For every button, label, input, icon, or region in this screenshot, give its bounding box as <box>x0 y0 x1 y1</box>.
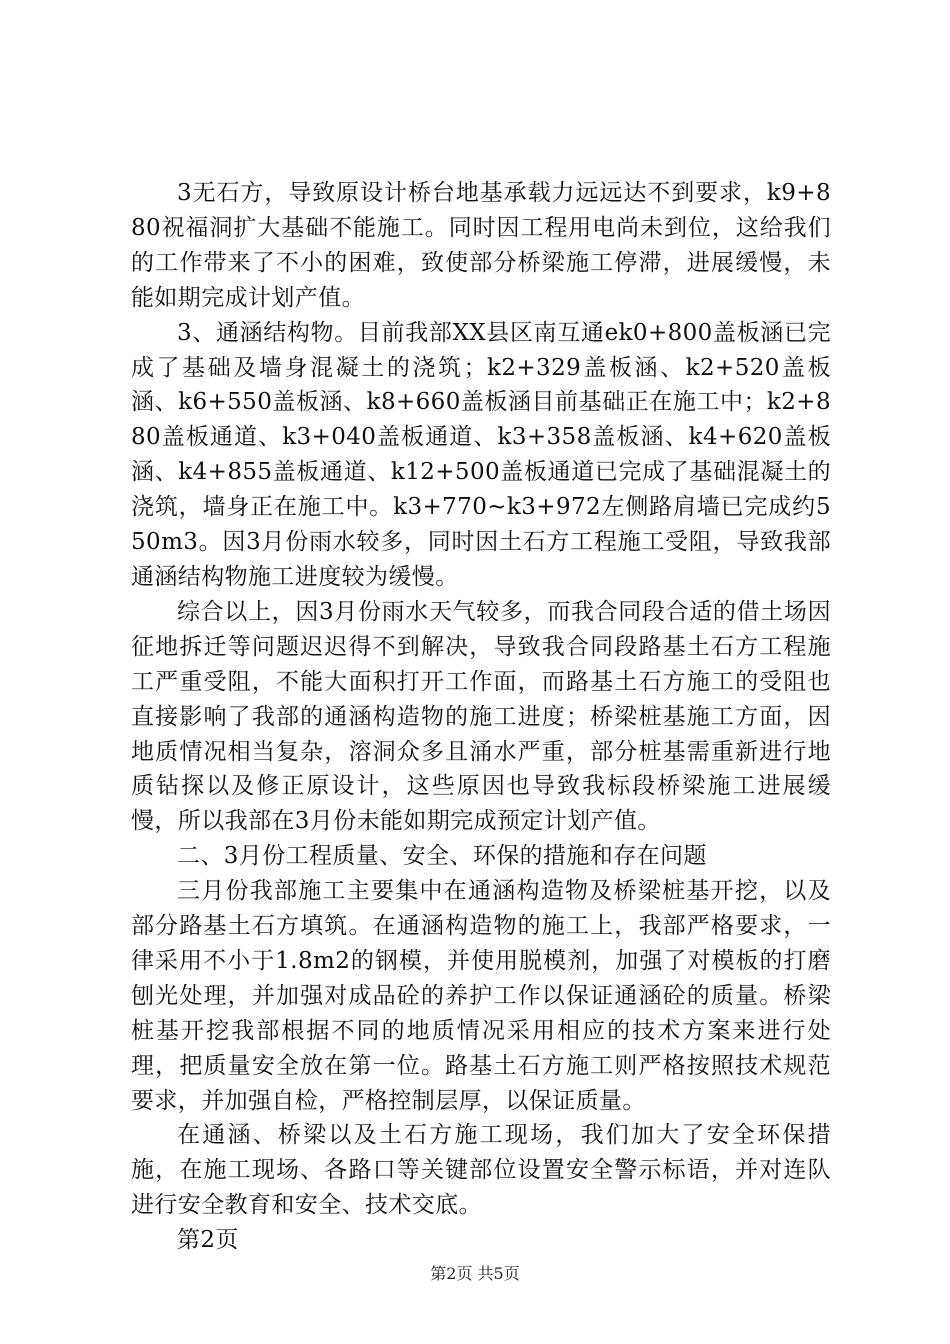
page-footer: 第2页 共5页 <box>430 1264 520 1283</box>
section-heading-quality-safety: 二、3月份工程质量、安全、环保的措施和存在问题 <box>177 843 707 870</box>
paragraph-quality-measures: 三月份我部施工主要集中在通涵构造物及桥梁桩基开挖，以及部分路基土石方填筑。在通涵构造物的施工上，我部严格要求，一律采用不小于1.8m2的钢模，并使用脱模剂，加强了对模板的打磨刨光处理，并加强对成品砼的养护工作以保证通涵砼的质量。桥梁桩基开挖我部根据不同的地质情况采用相应的技术方案来进行处理，把质量安全放在第一位。路基土石方施工则严格按照技术规范要求，并加强自检，严格控制层厚，以保证质量。 <box>131 878 831 1114</box>
paragraph-culvert-structures: 3、通涵结构物。目前我部XX县区南互通ek0+800盖板涵已完成了基础及墙身混凝土的浇筑；k2+329盖板涵、k2+520盖板涵、k6+550盖板涵、k8+660盖板涵目前基础正在施工中；k2+880盖板通道、k3+040盖板通道、k3+358盖板涵、k4+620盖板涵、k4+855盖板通道、k12+500盖板通道已完成了基础混凝土的浇筑，墙身正在施工中。k3+770~k3+972左侧路肩墙已完成约550m3。因3月份雨水较多，同时因土石方工程施工受阻，导致我部通涵结构物施工进度较为缓慢。 <box>131 319 831 590</box>
document-body <box>131 176 831 1258</box>
paragraph-summary: 综合以上，因3月份雨水天气较多，而我合同段合适的借土场因征地拆迁等问题迟迟得不到解决，导致我合同段路基土石方工程施工严重受阻，不能大面积打开工作面，而路基土石方施工的受阻也直接影响了我部的通涵构造物的施工进度；桥梁桩基施工方面，因地质情况相当复杂，溶洞众多且涌水严重，部分桩基需重新进行地质钻探以及修正原设计，这些原因也导致我标段桥梁施工进展缓慢，所以我部在3月份未能如期完成预定计划产值。 <box>131 598 831 835</box>
inline-page-marker: 第2页 <box>177 1227 239 1254</box>
paragraph-safety-measures: 在通涵、桥梁以及土石方施工现场，我们加大了安全环保措施，在施工现场、各路口等关键部位设置安全警示标语，并对连队进行安全教育和安全、技术交底。 <box>131 1122 831 1219</box>
paragraph-bridge-delay: 3无石方，导致原设计桥台地基承载力远远达不到要求，k9+880祝福洞扩大基础不能施工。同时因工程用电尚未到位，这给我们的工作带来了不小的困难，致使部分桥梁施工停滞，进展缓慢，未能如期完成计划产值。 <box>131 180 831 311</box>
